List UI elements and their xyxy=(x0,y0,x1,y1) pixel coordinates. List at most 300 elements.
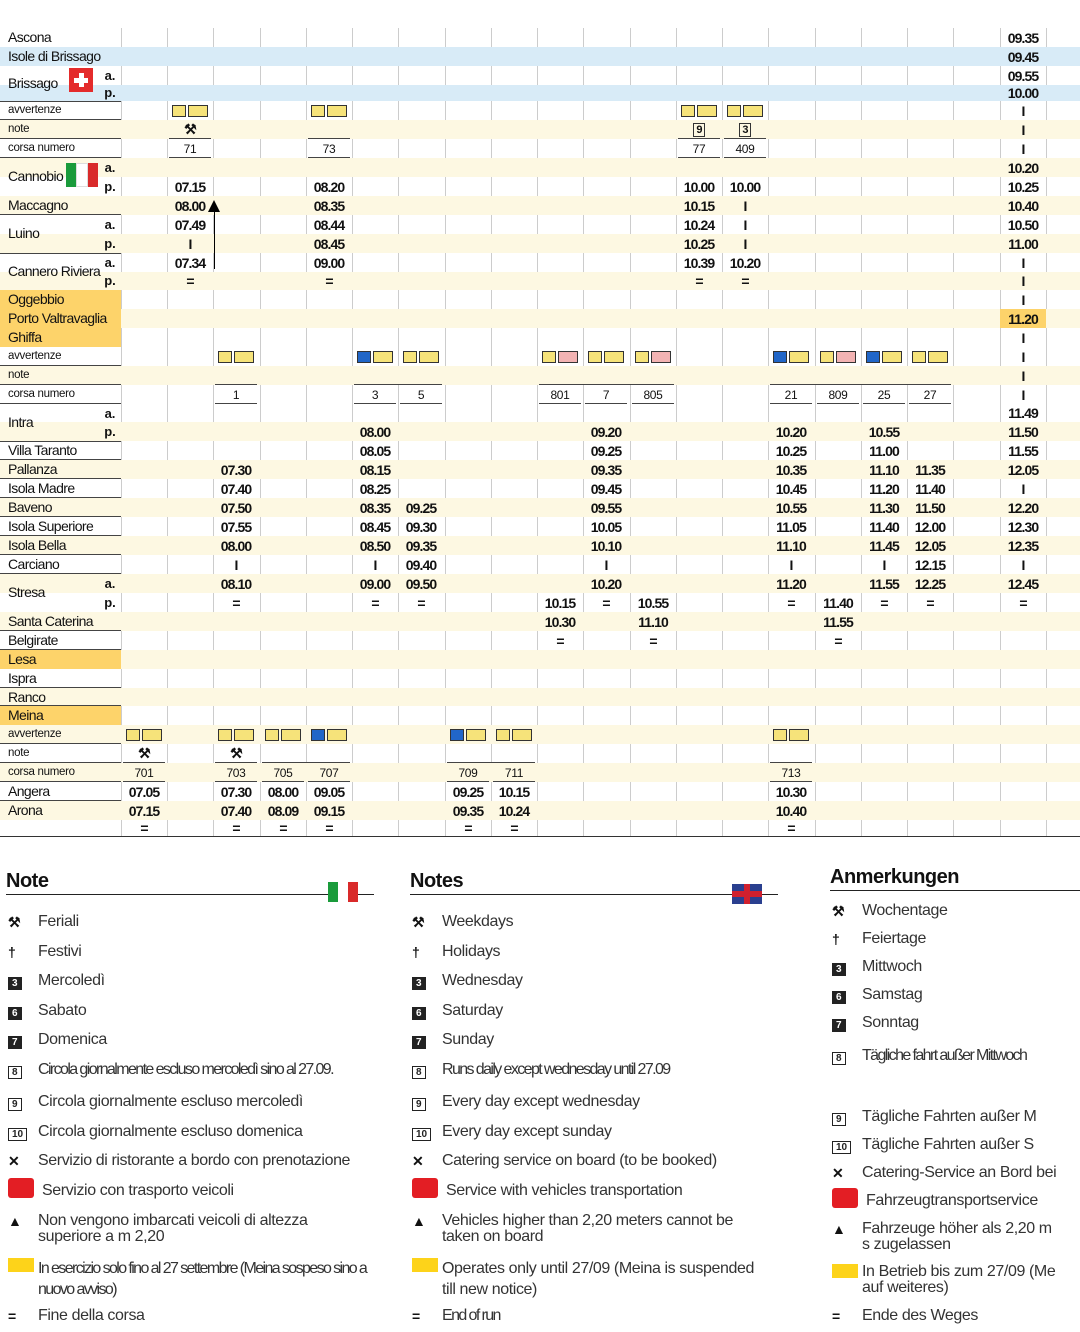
stairs-icon xyxy=(635,351,649,363)
station-name: Isola Superiore xyxy=(0,517,121,536)
time-cell: 08.25 xyxy=(359,480,391,497)
end-of-run: = xyxy=(602,594,610,611)
legend-text: Sonntag xyxy=(862,1014,919,1031)
up-arrow-icon xyxy=(208,200,220,212)
legend-text: End of run xyxy=(442,1307,500,1324)
legend-text: Runs daily except wednesday until 27.09 xyxy=(442,1061,670,1078)
hammer-icon: ⚒ xyxy=(412,914,425,930)
arrival-label: a. xyxy=(104,576,116,591)
legend-text: Every day except wednesday xyxy=(442,1093,640,1110)
time-cell: 09.30 xyxy=(405,518,437,535)
station-name: Pallanza xyxy=(0,460,121,479)
time-cell: 10.15 xyxy=(498,783,530,800)
arrival-label: a. xyxy=(104,160,116,175)
day-7-badge: 7 xyxy=(832,1019,846,1032)
station-name: Stresa xyxy=(8,584,45,600)
icons-cell xyxy=(768,725,814,744)
time-cell: 08.45 xyxy=(313,235,345,252)
end-of-run: = xyxy=(464,820,472,836)
end-of-run: = xyxy=(417,594,425,611)
label-avvertenze: avvertenze xyxy=(0,101,121,120)
equals-icon: = xyxy=(8,1308,17,1324)
day-6-badge: 6 xyxy=(412,1007,426,1020)
time-cell: 08.50 xyxy=(359,537,391,554)
triangle-icon: ▲ xyxy=(8,1213,22,1229)
row-villa-taranto xyxy=(0,441,1080,460)
corsa-number: 77 xyxy=(676,139,722,158)
time-cell: 08.00 xyxy=(359,423,391,440)
legend-text: Festivi xyxy=(38,943,82,960)
arrival-label: a. xyxy=(104,255,116,270)
pass-cell: I xyxy=(1021,273,1025,289)
time-cell: 08.10 xyxy=(220,575,252,592)
time-cell: 10.00 xyxy=(1007,85,1039,101)
stairs-icon xyxy=(588,351,602,363)
time-cell: 09.00 xyxy=(313,254,345,271)
legend-text: In Betrieb bis zum 27/09 (Me auf weiteres) xyxy=(862,1263,1056,1296)
end-of-run: = xyxy=(140,820,148,836)
time-cell: 11.30 xyxy=(869,499,899,516)
departure-label: p. xyxy=(104,273,116,288)
station-cannero xyxy=(0,253,121,291)
time-cell: 11.20 xyxy=(776,575,806,592)
legend-text: Holidays xyxy=(442,943,501,960)
legend-text: Saturday xyxy=(442,1002,503,1019)
legend-text: Circola giornalmente escluso mercoledì xyxy=(38,1093,303,1110)
arrival-label: a. xyxy=(104,406,116,421)
legend-text: Tägliche Fahrten außer M xyxy=(862,1108,1037,1125)
bike-icon xyxy=(882,351,902,363)
time-cell: 09.25 xyxy=(405,499,437,516)
wheelchair-icon xyxy=(450,729,464,741)
time-cell: 10.20 xyxy=(590,575,622,592)
swiss-flag-icon xyxy=(69,68,93,92)
pass-cell: I xyxy=(188,235,192,252)
corsa-number: 701 xyxy=(121,763,167,782)
icons-cell xyxy=(306,725,352,744)
end-of-run: = xyxy=(325,273,333,289)
legend-text: Fahrzeugtransportservice xyxy=(866,1192,1038,1209)
time-cell: 10.20 xyxy=(1007,159,1039,176)
time-cell: 11.35 xyxy=(915,461,945,478)
time-cell-highlight: 11.20 xyxy=(1000,309,1046,328)
stairs-icon xyxy=(542,351,556,363)
corsa-number: 25 xyxy=(861,385,907,404)
italy-flag-icon xyxy=(328,882,358,902)
bike-icon xyxy=(373,351,393,363)
note-9-badge: 9 xyxy=(412,1098,426,1111)
stairs-icon xyxy=(681,105,695,117)
row-pallanza xyxy=(0,460,1080,479)
pass-cell: I xyxy=(373,556,377,573)
time-cell: 08.09 xyxy=(267,802,299,819)
station-name: Santa Caterina xyxy=(0,612,121,631)
legend-text: Wednesday xyxy=(442,972,523,989)
icons-cell xyxy=(213,347,259,366)
note-10-badge: 10 xyxy=(832,1141,851,1154)
pass-cell: I xyxy=(1021,386,1025,403)
icons-cell xyxy=(352,347,398,366)
end-of-run: = xyxy=(510,820,518,836)
icons-cell xyxy=(768,347,814,366)
bike-icon xyxy=(234,351,254,363)
row-carciano xyxy=(0,555,1080,574)
time-cell: 11.20 xyxy=(869,480,899,497)
end-of-run: = xyxy=(649,632,657,649)
car-icon xyxy=(412,1178,438,1198)
stairs-icon xyxy=(311,105,325,117)
row-baveno xyxy=(0,498,1080,517)
row-belgirate xyxy=(0,631,1080,650)
time-cell: 09.15 xyxy=(313,802,345,819)
time-cell: 10.24 xyxy=(683,216,715,233)
station-name: Luino xyxy=(8,225,40,241)
row-brissago-a xyxy=(0,66,1080,85)
time-cell: 09.55 xyxy=(590,499,622,516)
station-name: Lesa xyxy=(0,650,121,669)
italy-flag-icon xyxy=(66,163,98,187)
end-of-run: = xyxy=(232,820,240,836)
station-name: Isole di Brissago xyxy=(8,48,101,64)
time-cell: 10.55 xyxy=(868,423,900,440)
legend-text: Feiertage xyxy=(862,930,926,947)
legend-text: Every day except sunday xyxy=(442,1123,612,1140)
legend-title: Anmerkungen xyxy=(830,866,1080,891)
time-cell: 11.40 xyxy=(869,518,899,535)
row-isola-superiore xyxy=(0,517,1080,536)
bike-icon xyxy=(188,105,208,117)
legend-text: Servizio con trasporto veicoli xyxy=(42,1182,234,1199)
legend-text: Service with vehicles transportation xyxy=(446,1182,683,1199)
row-intra-a xyxy=(0,404,1080,422)
time-cell: 08.05 xyxy=(359,442,391,459)
station-brissago xyxy=(0,66,121,102)
wheelchair-icon xyxy=(311,729,325,741)
pass-cell: I xyxy=(743,216,747,233)
station-name: Ranco xyxy=(0,688,121,706)
row-luino-a xyxy=(0,215,1080,234)
bike-icon xyxy=(604,351,624,363)
day-3-badge: 3 xyxy=(832,963,846,976)
legend-text: Fahrzeuge höher als 2,20 m s zugelassen xyxy=(862,1220,1052,1253)
time-cell: 12.05 xyxy=(1007,461,1039,478)
corsa-number: 7 xyxy=(583,385,629,404)
time-cell: 10.30 xyxy=(775,783,807,800)
corsa-number: 27 xyxy=(907,385,953,404)
end-of-run: = xyxy=(695,273,703,289)
departure-label: p. xyxy=(104,236,116,251)
legend-text: Tägliche Fahrten außer S xyxy=(862,1136,1034,1153)
stairs-icon xyxy=(403,351,417,363)
row-porto-valtravaglia xyxy=(0,309,1080,328)
label-corsa: corsa numero xyxy=(0,763,121,782)
pass-cell: I xyxy=(1021,254,1025,271)
row-avvertenze xyxy=(0,347,1080,366)
pass-cell: I xyxy=(1021,121,1025,138)
icons-cell xyxy=(861,347,907,366)
station-name: Isola Madre xyxy=(0,479,121,498)
icons-cell xyxy=(121,725,167,744)
time-cell: 08.00 xyxy=(220,537,252,554)
station-intra xyxy=(0,404,121,442)
hammer-icon: ⚒ xyxy=(8,914,21,930)
label-corsa: corsa numero xyxy=(0,139,121,158)
pass-cell: I xyxy=(234,556,238,573)
bike-icon xyxy=(928,351,948,363)
bike-icon xyxy=(466,729,486,741)
corsa-number: 73 xyxy=(306,139,352,158)
pass-cell: I xyxy=(789,556,793,573)
label-avvertenze: avvertenze xyxy=(0,347,121,366)
row-ispra xyxy=(0,669,1080,688)
station-cannobio xyxy=(0,158,121,197)
note-empty xyxy=(352,366,444,385)
time-cell: 10.55 xyxy=(637,594,669,611)
icons-cell xyxy=(907,347,953,366)
corsa-number: 3 xyxy=(352,385,398,404)
note-10-badge: 10 xyxy=(412,1128,431,1141)
row-stresa-a xyxy=(0,574,1080,593)
time-cell: 08.20 xyxy=(313,178,345,195)
bike-icon xyxy=(327,729,347,741)
stairs-icon xyxy=(820,351,834,363)
time-cell: 09.25 xyxy=(452,783,484,800)
corsa-number: 805 xyxy=(630,385,676,404)
day-7-badge: 7 xyxy=(412,1036,426,1049)
note-cell xyxy=(722,120,768,139)
end-of-run: = xyxy=(926,594,934,611)
day-3-badge: 3 xyxy=(412,977,426,990)
end-of-run: = xyxy=(556,632,564,649)
end-of-run: = xyxy=(741,273,749,289)
stairs-icon xyxy=(265,729,279,741)
fork-knife-icon: ✕ xyxy=(412,1153,424,1169)
note-cell xyxy=(676,120,722,139)
corsa-number: 801 xyxy=(537,385,583,404)
time-cell: 11.45 xyxy=(869,537,899,554)
bike-icon xyxy=(836,351,856,363)
direction-line xyxy=(214,209,215,269)
row-cannobio-p xyxy=(0,177,1080,196)
station-name: Ascona xyxy=(8,29,52,45)
time-cell: 10.10 xyxy=(590,537,622,554)
legend-text: Circola giornalmente escluso domenica xyxy=(38,1123,303,1140)
pass-cell: I xyxy=(743,197,747,214)
bike-icon xyxy=(697,105,717,117)
bike-icon xyxy=(789,351,809,363)
time-cell: 10.40 xyxy=(1007,197,1039,214)
station-name: Belgirate xyxy=(0,631,121,650)
label-note: note xyxy=(0,366,121,385)
row-ranco xyxy=(0,688,1080,706)
time-cell: 07.05 xyxy=(128,783,160,800)
time-cell: 10.39 xyxy=(683,254,715,271)
hammer-icon: ⚒ xyxy=(832,903,845,919)
time-cell: 10.20 xyxy=(775,423,807,440)
row-cannobio-a xyxy=(0,158,1080,177)
note-empty xyxy=(768,744,814,763)
time-cell: 08.00 xyxy=(174,197,206,214)
icons-cell xyxy=(491,725,537,744)
time-cell: 07.40 xyxy=(220,802,252,819)
end-of-run: = xyxy=(279,820,287,836)
time-cell: 12.20 xyxy=(1007,499,1039,516)
time-cell: 10.05 xyxy=(590,518,622,535)
stairs-icon xyxy=(727,105,741,117)
time-cell: 10.15 xyxy=(683,197,715,214)
time-cell: 08.35 xyxy=(313,197,345,214)
time-cell: 11.05 xyxy=(776,518,806,535)
bike-icon xyxy=(512,729,532,741)
time-cell: 12.00 xyxy=(914,518,946,535)
departure-label: p. xyxy=(104,179,116,194)
corsa-number: 1 xyxy=(213,385,259,404)
time-cell: 10.40 xyxy=(775,802,807,819)
departure-label: p. xyxy=(104,595,116,610)
note-empty xyxy=(306,120,352,139)
time-cell: 10.35 xyxy=(775,461,807,478)
note-8-badge: 8 xyxy=(8,1066,22,1079)
row-end xyxy=(0,820,1080,836)
arrival-label: a. xyxy=(104,217,116,232)
legend-title: Notes xyxy=(410,870,778,895)
label-corsa: corsa numero xyxy=(0,385,121,404)
legend-text: Mittwoch xyxy=(862,958,922,975)
time-cell: 11.49 xyxy=(1008,405,1038,421)
wheelchair-icon xyxy=(773,351,787,363)
day-6-badge: 6 xyxy=(8,1007,22,1020)
time-cell: 09.35 xyxy=(1007,29,1039,46)
time-cell: 07.55 xyxy=(220,518,252,535)
yellow-highlight-swatch xyxy=(412,1258,438,1272)
row-stresa-p xyxy=(0,593,1080,612)
cross-icon: † xyxy=(412,944,420,960)
end-of-run: = xyxy=(834,632,842,649)
station-name: Ispra xyxy=(0,669,121,688)
legend-text: Catering service on board (to be booked) xyxy=(442,1152,717,1169)
time-cell: 08.35 xyxy=(359,499,391,516)
legend-text: Domenica xyxy=(38,1031,107,1048)
time-cell: 10.45 xyxy=(775,480,807,497)
pass-cell: I xyxy=(1021,480,1025,497)
row-meina xyxy=(0,706,1080,725)
time-cell: 09.45 xyxy=(1007,48,1039,65)
time-cell: 10.30 xyxy=(544,613,576,630)
icons-cell xyxy=(537,347,583,366)
triangle-icon: ▲ xyxy=(832,1221,846,1237)
departure-label: p. xyxy=(104,85,116,100)
time-cell: 07.15 xyxy=(128,802,160,819)
legend-text: Operates only until 27/09 (Meina is suspended till new notice) xyxy=(442,1260,754,1298)
pass-cell: I xyxy=(1021,140,1025,157)
icons-cell xyxy=(815,347,861,366)
time-cell: 09.20 xyxy=(590,423,622,440)
arrival-label: a. xyxy=(104,68,116,83)
row-brissago-p xyxy=(0,85,1080,101)
time-cell: 11.00 xyxy=(1008,235,1038,252)
wheelchair-icon xyxy=(866,351,880,363)
day-7-badge: 7 xyxy=(8,1036,22,1049)
time-cell: 09.45 xyxy=(590,480,622,497)
time-cell: 07.30 xyxy=(220,461,252,478)
end-of-run: = xyxy=(1019,594,1027,611)
end-of-run: = xyxy=(325,820,333,836)
pass-cell: I xyxy=(604,556,608,573)
row-corsa xyxy=(0,763,1080,782)
bike-icon xyxy=(743,105,763,117)
fork-knife-icon: ✕ xyxy=(8,1153,20,1169)
row-santa-caterina xyxy=(0,612,1080,631)
bike-icon xyxy=(142,729,162,741)
time-cell: 09.40 xyxy=(405,556,437,573)
wheelchair-icon xyxy=(357,351,371,363)
row-angera xyxy=(0,782,1080,801)
end-of-run: = xyxy=(880,594,888,611)
legend-text: Samstag xyxy=(862,986,923,1003)
triangle-icon: ▲ xyxy=(412,1213,426,1229)
time-cell: 10.25 xyxy=(683,235,715,252)
station-name: Baveno xyxy=(0,498,121,517)
note-9-badge: 9 xyxy=(8,1098,22,1111)
departure-label: p. xyxy=(104,424,116,439)
bike-icon xyxy=(558,351,578,363)
end-of-run: = xyxy=(787,594,795,611)
fork-knife-icon: ✕ xyxy=(832,1165,844,1181)
legend-text: Non vengono imbarcati veicoli di altezza superiore a m 2,20 xyxy=(38,1212,308,1245)
note-9-badge: 9 xyxy=(693,123,704,137)
icons-cell xyxy=(260,725,306,744)
legend-text: In esercizio solo fino al 27 settembre (Meina sospeso sino a nuovo avviso) xyxy=(38,1260,367,1298)
row-note xyxy=(0,120,1080,139)
note-empty xyxy=(768,366,953,385)
legend-text: Vehicles higher than 2,20 meters cannot be taken on board xyxy=(442,1212,733,1245)
time-cell: 11.00 xyxy=(869,442,899,459)
pass-cell: I xyxy=(1021,291,1025,308)
icons-cell xyxy=(398,347,444,366)
row-note xyxy=(0,744,1080,763)
row-ascona xyxy=(0,28,1080,47)
pass-cell: I xyxy=(743,235,747,252)
time-cell: 12.45 xyxy=(1007,575,1039,592)
time-cell: 11.50 xyxy=(915,499,945,516)
bike-icon xyxy=(234,729,254,741)
corsa-number: 711 xyxy=(491,763,537,782)
corsa-number: 21 xyxy=(768,385,814,404)
station-name: Porto Valtravaglia xyxy=(0,309,121,328)
time-cell: 08.44 xyxy=(313,216,345,233)
legend-it xyxy=(6,870,374,1332)
legend-text: Mercoledì xyxy=(38,972,105,989)
note-10-badge: 10 xyxy=(8,1128,27,1141)
legend-text: Weekdays xyxy=(442,913,514,930)
note-9-badge: 9 xyxy=(832,1113,846,1126)
note-empty xyxy=(445,744,537,763)
row-lesa xyxy=(0,650,1080,669)
time-cell: 10.20 xyxy=(729,254,761,271)
bike-icon xyxy=(327,105,347,117)
time-cell: 12.15 xyxy=(914,556,946,573)
legend-title: Note xyxy=(6,870,374,895)
time-cell: 07.15 xyxy=(174,178,206,195)
row-intra-p xyxy=(0,422,1080,441)
icons-cell xyxy=(213,725,259,744)
icons-cell xyxy=(676,101,722,120)
time-cell: 11.50 xyxy=(1008,423,1038,440)
stairs-icon xyxy=(126,729,140,741)
yellow-highlight-swatch xyxy=(8,1258,34,1272)
row-corsa xyxy=(0,385,1080,404)
row-luino-p xyxy=(0,234,1080,253)
